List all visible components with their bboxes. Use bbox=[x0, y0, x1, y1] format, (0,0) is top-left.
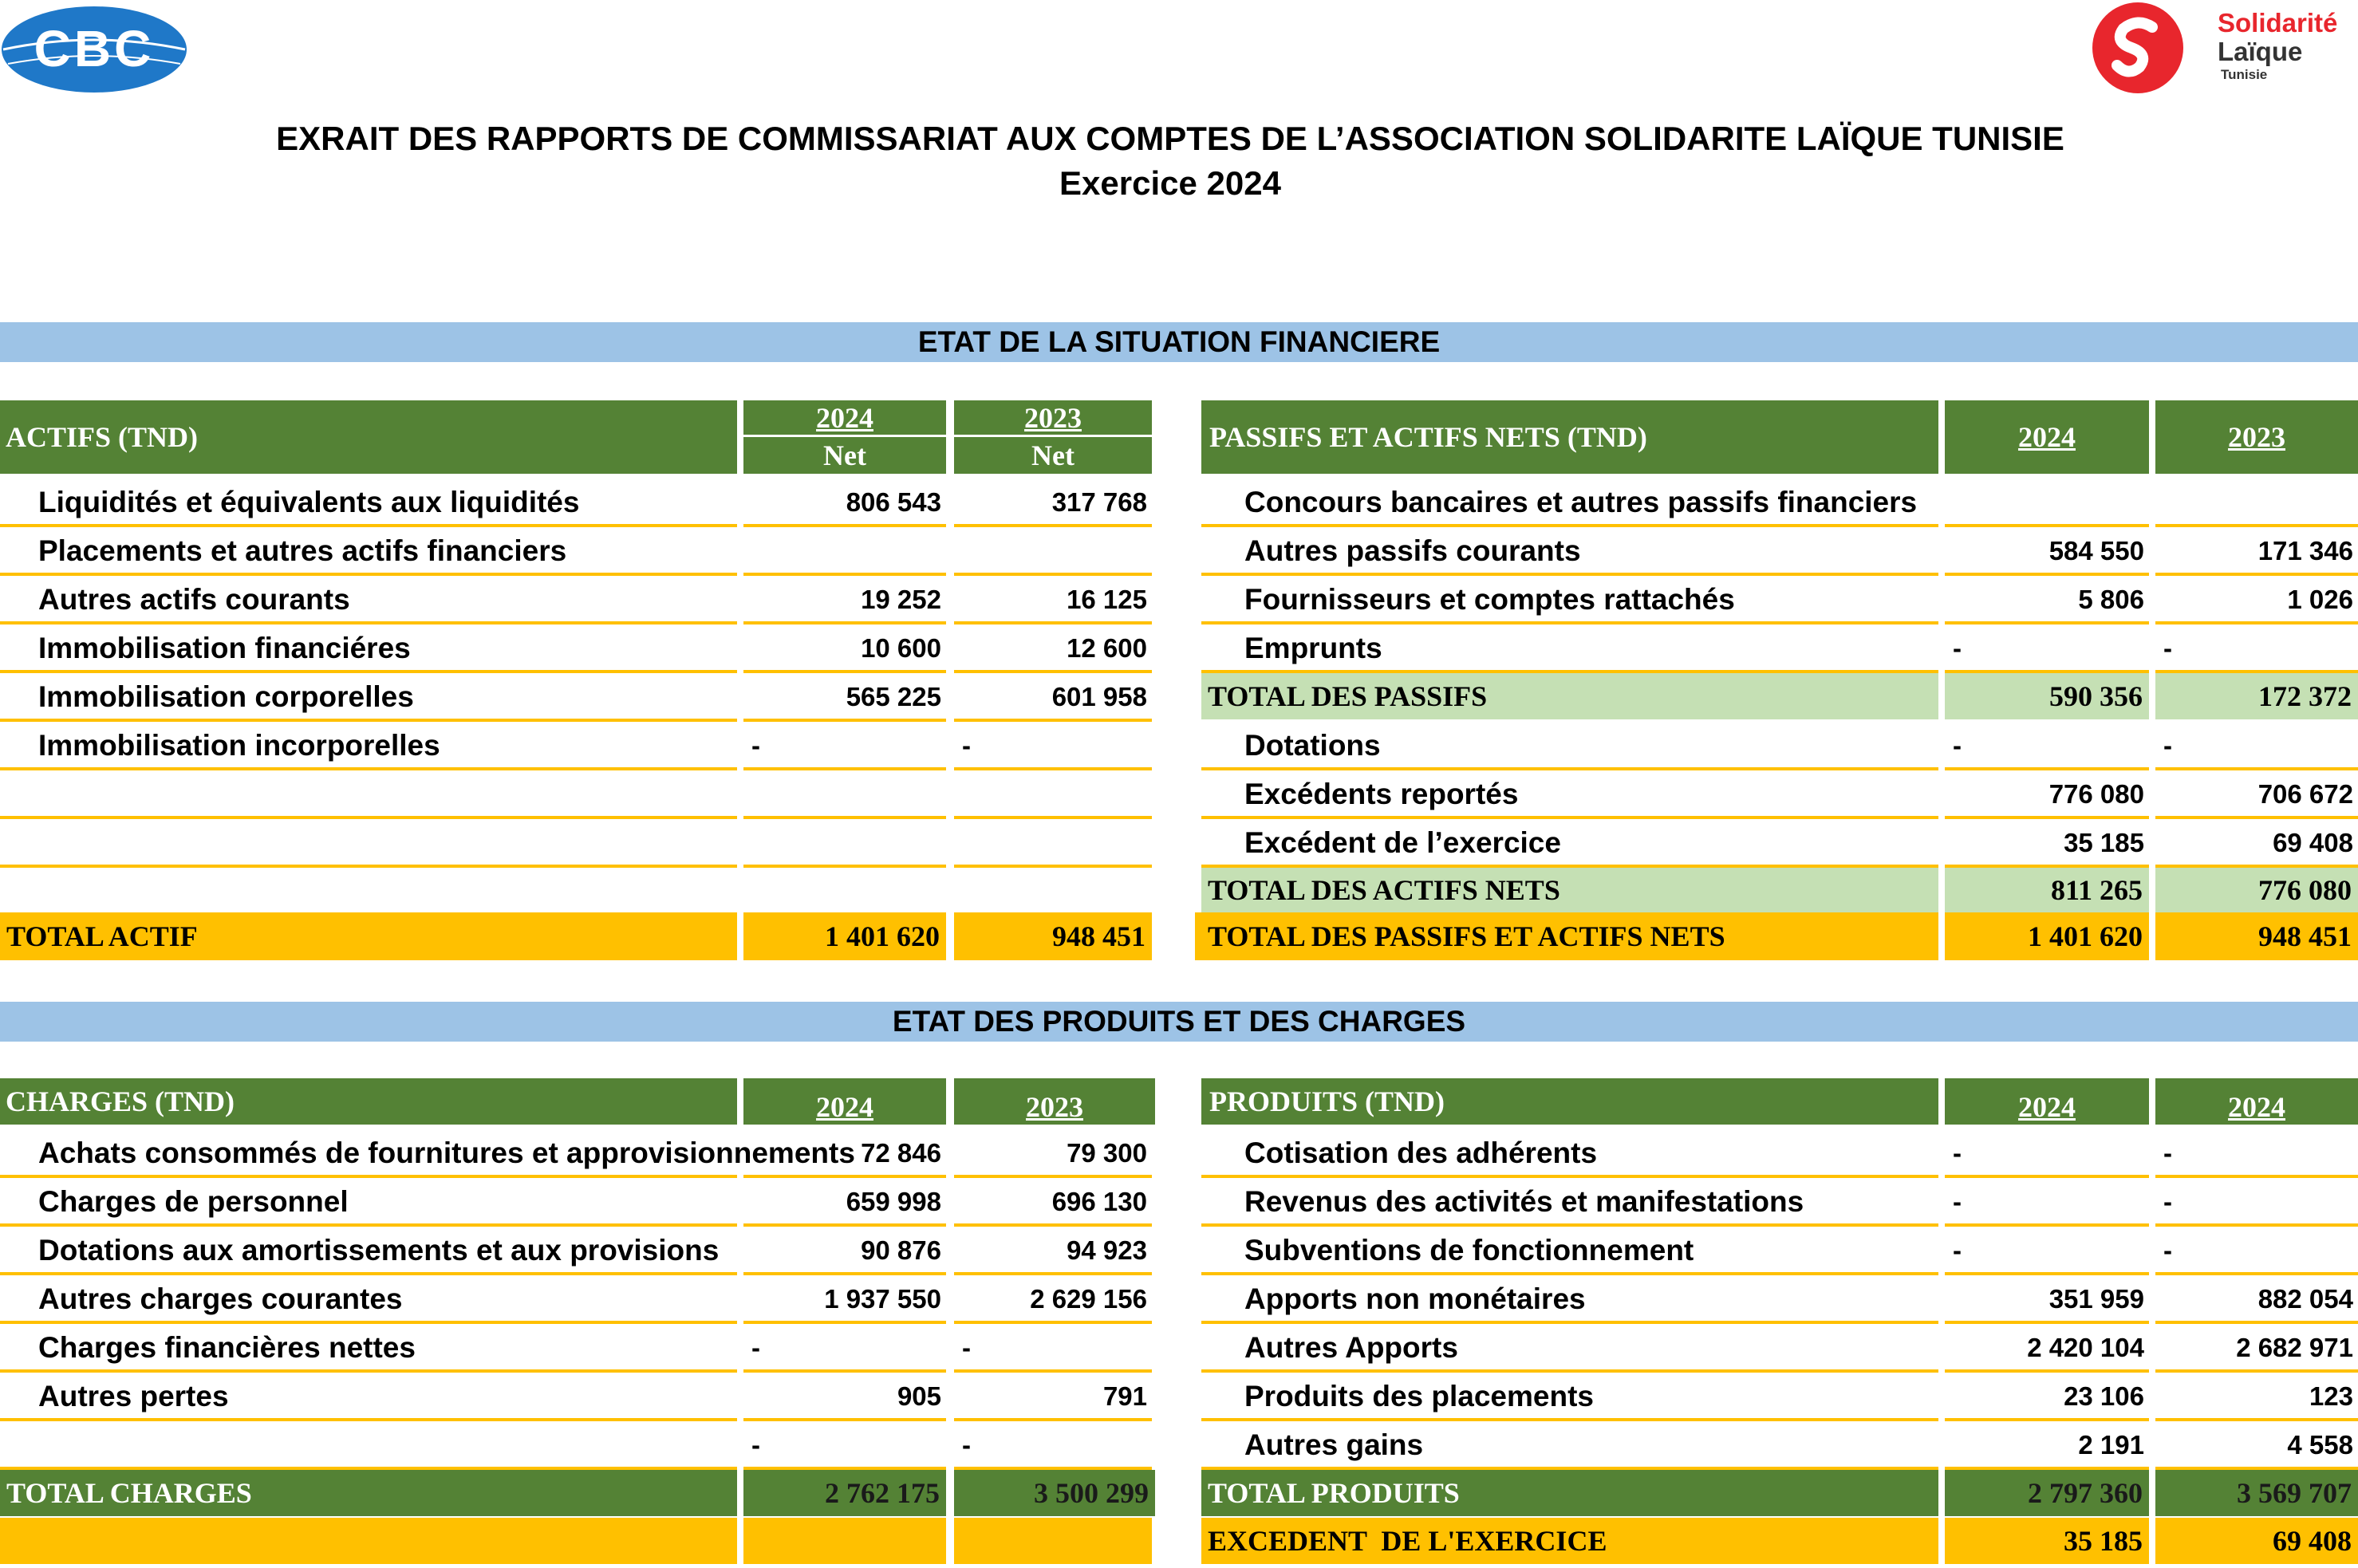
charges-bottom-bar bbox=[0, 1518, 737, 1564]
table-cell: - bbox=[1945, 626, 2149, 673]
table-row-label: Immobilisation financiéres bbox=[0, 626, 737, 673]
table-row-label: Dotations aux amortissements et aux provisions bbox=[0, 1228, 737, 1275]
produits-year-col1: 2024 bbox=[1945, 1078, 2149, 1125]
table-row-label: Achats consommés de fournitures et approvisionnements bbox=[0, 1131, 737, 1178]
page-subtitle: Exercice 2024 bbox=[1059, 164, 1281, 202]
table-cell: 5 806 bbox=[1945, 577, 2149, 624]
table-cell bbox=[1945, 480, 2149, 527]
table-cell: - bbox=[2155, 626, 2358, 673]
section-title-produits-charges: ETAT DES PRODUITS ET DES CHARGES bbox=[0, 1002, 2358, 1042]
table-cell: - bbox=[1945, 1228, 2149, 1275]
table-row-label bbox=[0, 772, 737, 819]
table-cell: 1 026 bbox=[2155, 577, 2358, 624]
total-actifs-nets-2023: 776 080 bbox=[2155, 868, 2358, 912]
passifs-year-2024: 2024 bbox=[1945, 400, 2149, 474]
table-cell: 72 846 bbox=[743, 1131, 946, 1178]
table-cell: - bbox=[1945, 1180, 2149, 1227]
table-row-label: Cotisation des adhérents bbox=[1201, 1131, 1938, 1178]
table-cell: 171 346 bbox=[2155, 529, 2358, 576]
actifs-header: ACTIFS (TND) bbox=[0, 400, 737, 474]
table-row-label: Autres charges courantes bbox=[0, 1277, 737, 1324]
table-cell: 882 054 bbox=[2155, 1277, 2358, 1324]
total-actifs-nets-2024: 811 265 bbox=[1945, 868, 2149, 912]
table-cell: 351 959 bbox=[1945, 1277, 2149, 1324]
actifs-sub-net-2023: Net bbox=[954, 437, 1152, 474]
table-cell bbox=[954, 529, 1152, 576]
table-cell: 10 600 bbox=[743, 626, 946, 673]
table-cell bbox=[954, 772, 1152, 819]
table-cell: 4 558 bbox=[2155, 1423, 2358, 1470]
table-row-label: Liquidités et équivalents aux liquidités bbox=[0, 480, 737, 527]
total-produits-col1: 2 797 360 bbox=[1945, 1470, 2149, 1516]
table-cell: - bbox=[743, 1326, 946, 1373]
table-cell: 806 543 bbox=[743, 480, 946, 527]
table-cell: - bbox=[743, 723, 946, 770]
section-title-situation: ETAT DE LA SITUATION FINANCIERE bbox=[0, 322, 2358, 362]
total-produits-col2: 3 569 707 bbox=[2155, 1470, 2358, 1516]
passifs-header: PASSIFS ET ACTIFS NETS (TND) bbox=[1201, 400, 1938, 474]
solidarite-logo-line3: Tunisie bbox=[2221, 67, 2268, 82]
table-row-label: Autres Apports bbox=[1201, 1326, 1938, 1373]
total-actifs-nets-label: TOTAL DES ACTIFS NETS bbox=[1201, 868, 1938, 912]
table-cell: 35 185 bbox=[1945, 821, 2149, 868]
table-cell: 94 923 bbox=[954, 1228, 1152, 1275]
table-row-label: Produits des placements bbox=[1201, 1374, 1938, 1421]
table-cell: - bbox=[743, 1423, 946, 1470]
excedent-exercice-label: EXCEDENT DE L'EXERCICE bbox=[1201, 1518, 1938, 1564]
table-row-label: Excédent de l’exercice bbox=[1201, 821, 1938, 868]
table-row-label: Immobilisation corporelles bbox=[0, 675, 737, 722]
table-row-label: Dotations bbox=[1201, 723, 1938, 770]
table-cell bbox=[743, 772, 946, 819]
total-passifs-actifs-nets-2023: 948 451 bbox=[2155, 912, 2358, 960]
total-charges-label: TOTAL CHARGES bbox=[0, 1470, 737, 1516]
table-cell bbox=[954, 821, 1152, 868]
table-row-label: Immobilisation incorporelles bbox=[0, 723, 737, 770]
cbc-logo bbox=[0, 3, 188, 96]
table-row-label: Subventions de fonctionnement bbox=[1201, 1228, 1938, 1275]
table-row-label: Autres passifs courants bbox=[1201, 529, 1938, 576]
solidarite-logo-line1: Solidarité bbox=[2218, 8, 2338, 37]
table-row-label bbox=[0, 821, 737, 868]
table-row-label: Excédents reportés bbox=[1201, 772, 1938, 819]
charges-bottom-bar-col2 bbox=[954, 1518, 1152, 1564]
table-cell: - bbox=[2155, 1131, 2358, 1178]
table-cell: 12 600 bbox=[954, 626, 1152, 673]
table-row-label: Revenus des activités et manifestations bbox=[1201, 1180, 1938, 1227]
table-cell: - bbox=[954, 1326, 1152, 1373]
solidarite-logo-icon bbox=[2082, 0, 2194, 96]
table-cell: 317 768 bbox=[954, 480, 1152, 527]
excedent-exercice-col2: 69 408 bbox=[2155, 1518, 2358, 1564]
total-actif-label: TOTAL ACTIF bbox=[0, 912, 737, 960]
table-row-label: Autres gains bbox=[1201, 1423, 1938, 1470]
solidarite-logo bbox=[2082, 0, 2358, 96]
actifs-year-2023: 2023 bbox=[954, 400, 1152, 437]
table-cell: 776 080 bbox=[1945, 772, 2149, 819]
table-row-label: Charges financières nettes bbox=[0, 1326, 737, 1373]
table-cell: 123 bbox=[2155, 1374, 2358, 1421]
table-cell: - bbox=[1945, 723, 2149, 770]
actifs-sub-net-2024: Net bbox=[743, 437, 946, 474]
table-cell: - bbox=[2155, 723, 2358, 770]
charges-year-2024: 2024 bbox=[743, 1078, 946, 1125]
charges-header: CHARGES (TND) bbox=[0, 1078, 737, 1125]
actifs-year-2024: 2024 bbox=[743, 400, 946, 437]
table-cell: 19 252 bbox=[743, 577, 946, 624]
page-title: EXRAIT DES RAPPORTS DE COMMISSARIAT AUX COMPTES DE L’ASSOCIATION SOLIDARITE LAÏQUE TUNISIE bbox=[276, 120, 2064, 157]
table-cell: 2 629 156 bbox=[954, 1277, 1152, 1324]
table-row-label: Fournisseurs et comptes rattachés bbox=[1201, 577, 1938, 624]
table-cell: 23 106 bbox=[1945, 1374, 2149, 1421]
table-cell bbox=[743, 529, 946, 576]
table-row-label: Charges de personnel bbox=[0, 1180, 737, 1227]
table-cell: 1 937 550 bbox=[743, 1277, 946, 1324]
table-cell: 2 420 104 bbox=[1945, 1326, 2149, 1373]
solidarite-logo-line2: Laïque bbox=[2218, 37, 2303, 66]
table-cell: 601 958 bbox=[954, 675, 1152, 722]
total-passifs-2023: 172 372 bbox=[2155, 673, 2358, 719]
table-cell bbox=[743, 821, 946, 868]
table-cell: 791 bbox=[954, 1374, 1152, 1421]
table-cell: 16 125 bbox=[954, 577, 1152, 624]
table-cell: 79 300 bbox=[954, 1131, 1152, 1178]
produits-header: PRODUITS (TND) bbox=[1201, 1078, 1938, 1125]
table-cell: 584 550 bbox=[1945, 529, 2149, 576]
table-cell: 905 bbox=[743, 1374, 946, 1421]
table-row-label: Apports non monétaires bbox=[1201, 1277, 1938, 1324]
table-row-label: Autres actifs courants bbox=[0, 577, 737, 624]
table-cell: 2 682 971 bbox=[2155, 1326, 2358, 1373]
total-produits-label: TOTAL PRODUITS bbox=[1201, 1470, 1938, 1516]
table-cell: - bbox=[2155, 1228, 2358, 1275]
total-charges-2024: 2 762 175 bbox=[743, 1470, 946, 1516]
total-charges-2023: 3 500 299 bbox=[954, 1470, 1155, 1516]
table-cell: 565 225 bbox=[743, 675, 946, 722]
table-row-label: Emprunts bbox=[1201, 626, 1938, 673]
table-cell: 90 876 bbox=[743, 1228, 946, 1275]
total-passifs-actifs-nets-2024: 1 401 620 bbox=[1945, 912, 2149, 960]
total-passifs-2024: 590 356 bbox=[1945, 673, 2149, 719]
total-passifs-actifs-nets-label: TOTAL DES PASSIFS ET ACTIFS NETS bbox=[1195, 912, 1938, 960]
table-cell: 2 191 bbox=[1945, 1423, 2149, 1470]
excedent-exercice-col1: 35 185 bbox=[1945, 1518, 2149, 1564]
table-cell bbox=[2155, 480, 2358, 527]
table-cell: 69 408 bbox=[2155, 821, 2358, 868]
table-row-label: Placements et autres actifs financiers bbox=[0, 529, 737, 576]
table-cell: - bbox=[954, 723, 1152, 770]
table-row-label: Autres pertes bbox=[0, 1374, 737, 1421]
total-actif-2024: 1 401 620 bbox=[743, 912, 946, 960]
table-row-label: Concours bancaires et autres passifs financiers bbox=[1201, 480, 1938, 527]
table-cell: 696 130 bbox=[954, 1180, 1152, 1227]
table-cell: - bbox=[1945, 1131, 2149, 1178]
produits-year-col2: 2024 bbox=[2155, 1078, 2358, 1125]
total-actif-2023: 948 451 bbox=[954, 912, 1152, 960]
cbc-logo-text: CBC bbox=[34, 20, 155, 77]
table-cell: - bbox=[2155, 1180, 2358, 1227]
table-cell: 706 672 bbox=[2155, 772, 2358, 819]
charges-bottom-bar-col1 bbox=[743, 1518, 946, 1564]
table-row-label bbox=[0, 1423, 737, 1470]
table-cell: - bbox=[954, 1423, 1152, 1470]
charges-year-2023: 2023 bbox=[954, 1078, 1155, 1125]
table-cell: 659 998 bbox=[743, 1180, 946, 1227]
total-passifs-label: TOTAL DES PASSIFS bbox=[1201, 673, 1938, 719]
passifs-year-2023: 2023 bbox=[2155, 400, 2358, 474]
